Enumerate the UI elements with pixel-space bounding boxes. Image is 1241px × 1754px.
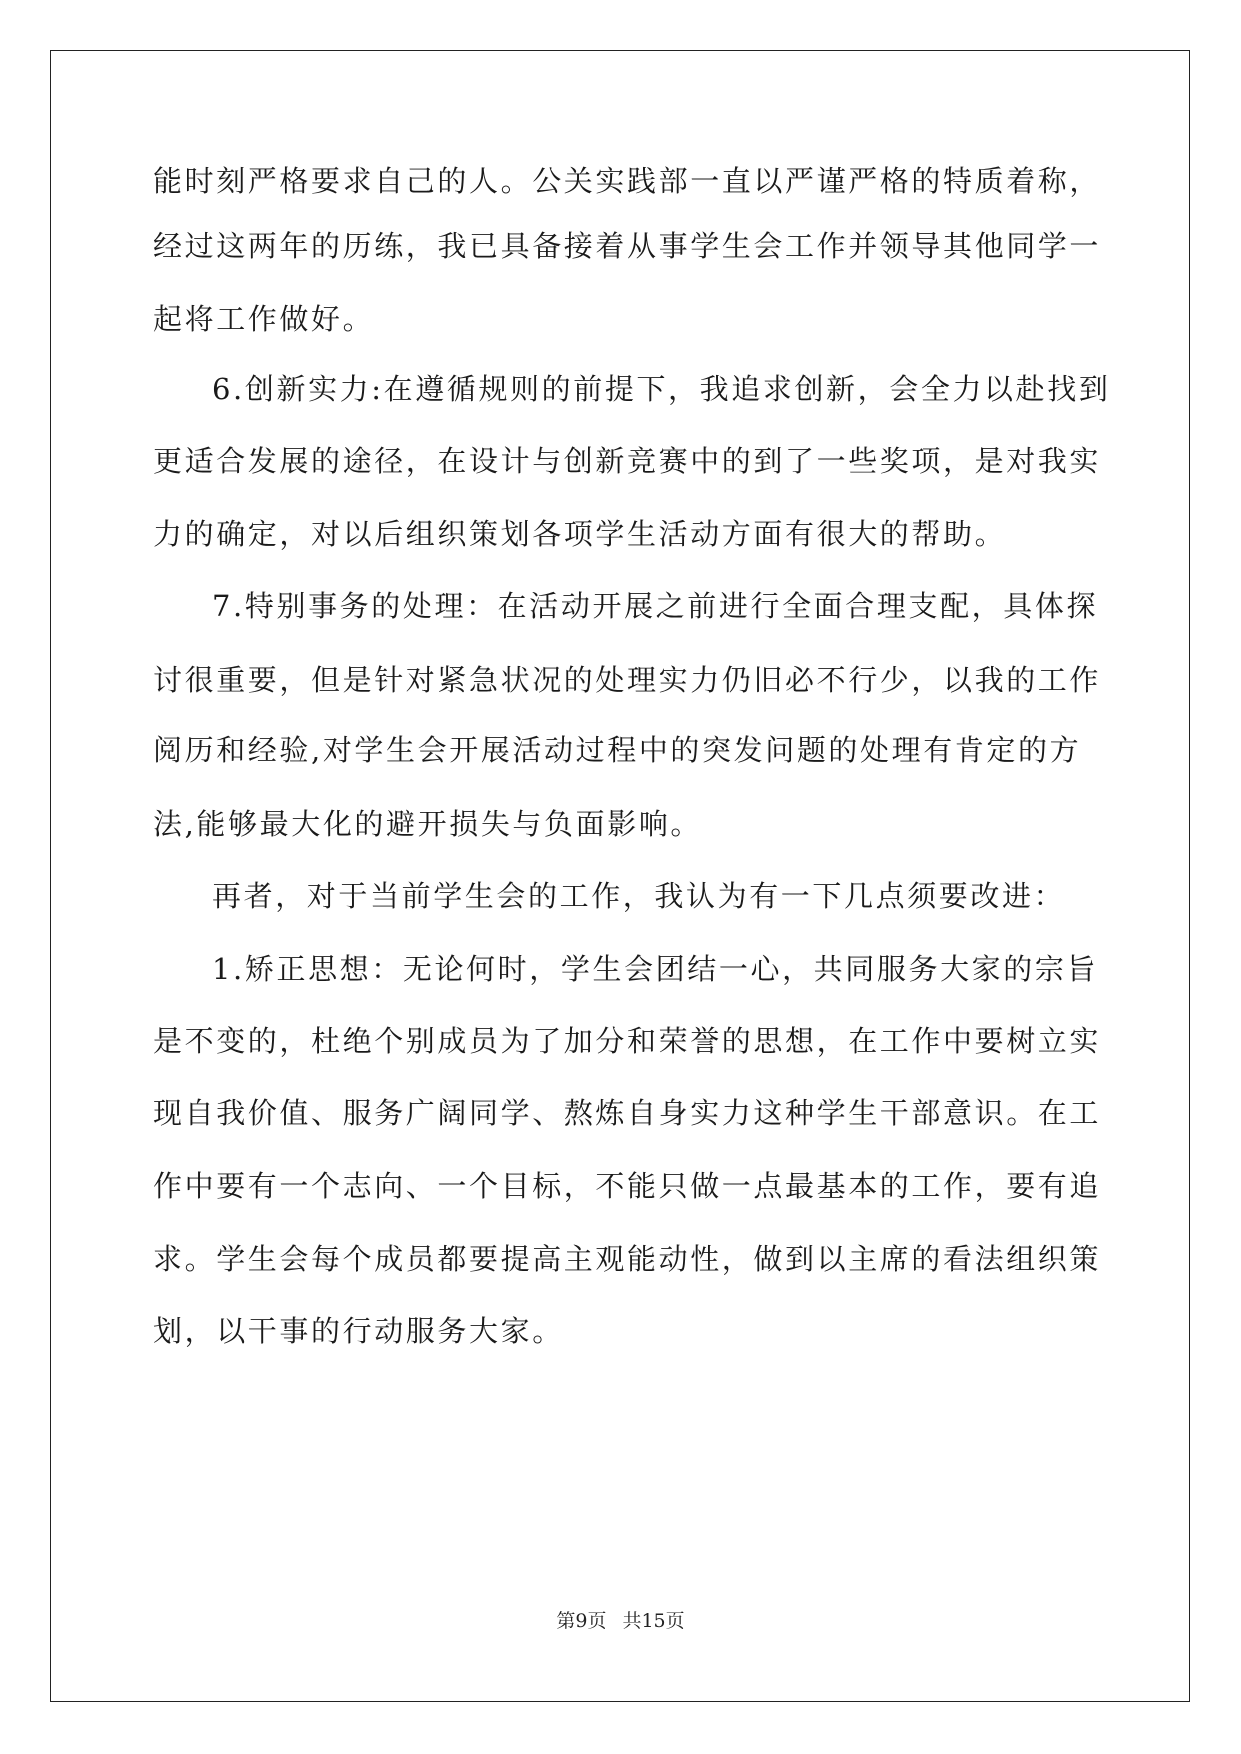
- page-footer: [0, 1608, 1241, 1634]
- text-line-2: 经过这两年的历练，我已具备接着从事学生会工作并领导其他同学一: [153, 229, 1102, 263]
- text-line-5: 更适合发展的途径，在设计与创新竞赛中的到了一些奖项，是对我实: [153, 444, 1102, 478]
- text-line-15: 作中要有一个志向、一个目标，不能只做一点最基本的工作，要有追: [153, 1169, 1102, 1203]
- text-line-13: 是不变的，杜绝个别成员为了加分和荣誉的思想，在工作中要树立实: [153, 1024, 1102, 1058]
- text-line-1: 能时刻严格要求自己的人。公关实践部一直以严谨严格的特质着称，: [153, 164, 1102, 198]
- page-number: 第9页: [556, 1610, 607, 1632]
- page-total: 共15页: [622, 1610, 685, 1632]
- text-line-4: 6.创新实力:在遵循规则的前提下，我追求创新，会全力以赴找到: [212, 372, 1111, 406]
- text-line-17: 划，以干事的行动服务大家。: [153, 1314, 564, 1348]
- text-line-10: 法,能够最大化的避开损失与负面影响。: [153, 807, 703, 841]
- text-line-16: 求。学生会每个成员都要提高主观能动性，做到以主席的看法组织策: [153, 1242, 1102, 1276]
- text-line-14: 现自我价值、服务广阔同学、熬炼自身实力这种学生干部意识。在工: [153, 1096, 1102, 1130]
- text-line-8: 讨很重要，但是针对紧急状况的处理实力仍旧必不行少，以我的工作: [153, 663, 1102, 697]
- text-line-11: 再者，对于当前学生会的工作，我认为有一下几点须要改进：: [212, 879, 1066, 913]
- text-line-6: 力的确定，对以后组织策划各项学生活动方面有很大的帮助。: [153, 517, 1007, 551]
- text-line-7: 7.特别事务的处理：在活动开展之前进行全面合理支配，具体探: [212, 589, 1099, 623]
- text-line-3: 起将工作做好。: [153, 302, 375, 336]
- text-line-9: 阅历和经验,对学生会开展活动过程中的突发问题的处理有肯定的方: [153, 733, 1082, 767]
- text-line-12: 1.矫正思想：无论何时，学生会团结一心，共同服务大家的宗旨: [212, 952, 1099, 986]
